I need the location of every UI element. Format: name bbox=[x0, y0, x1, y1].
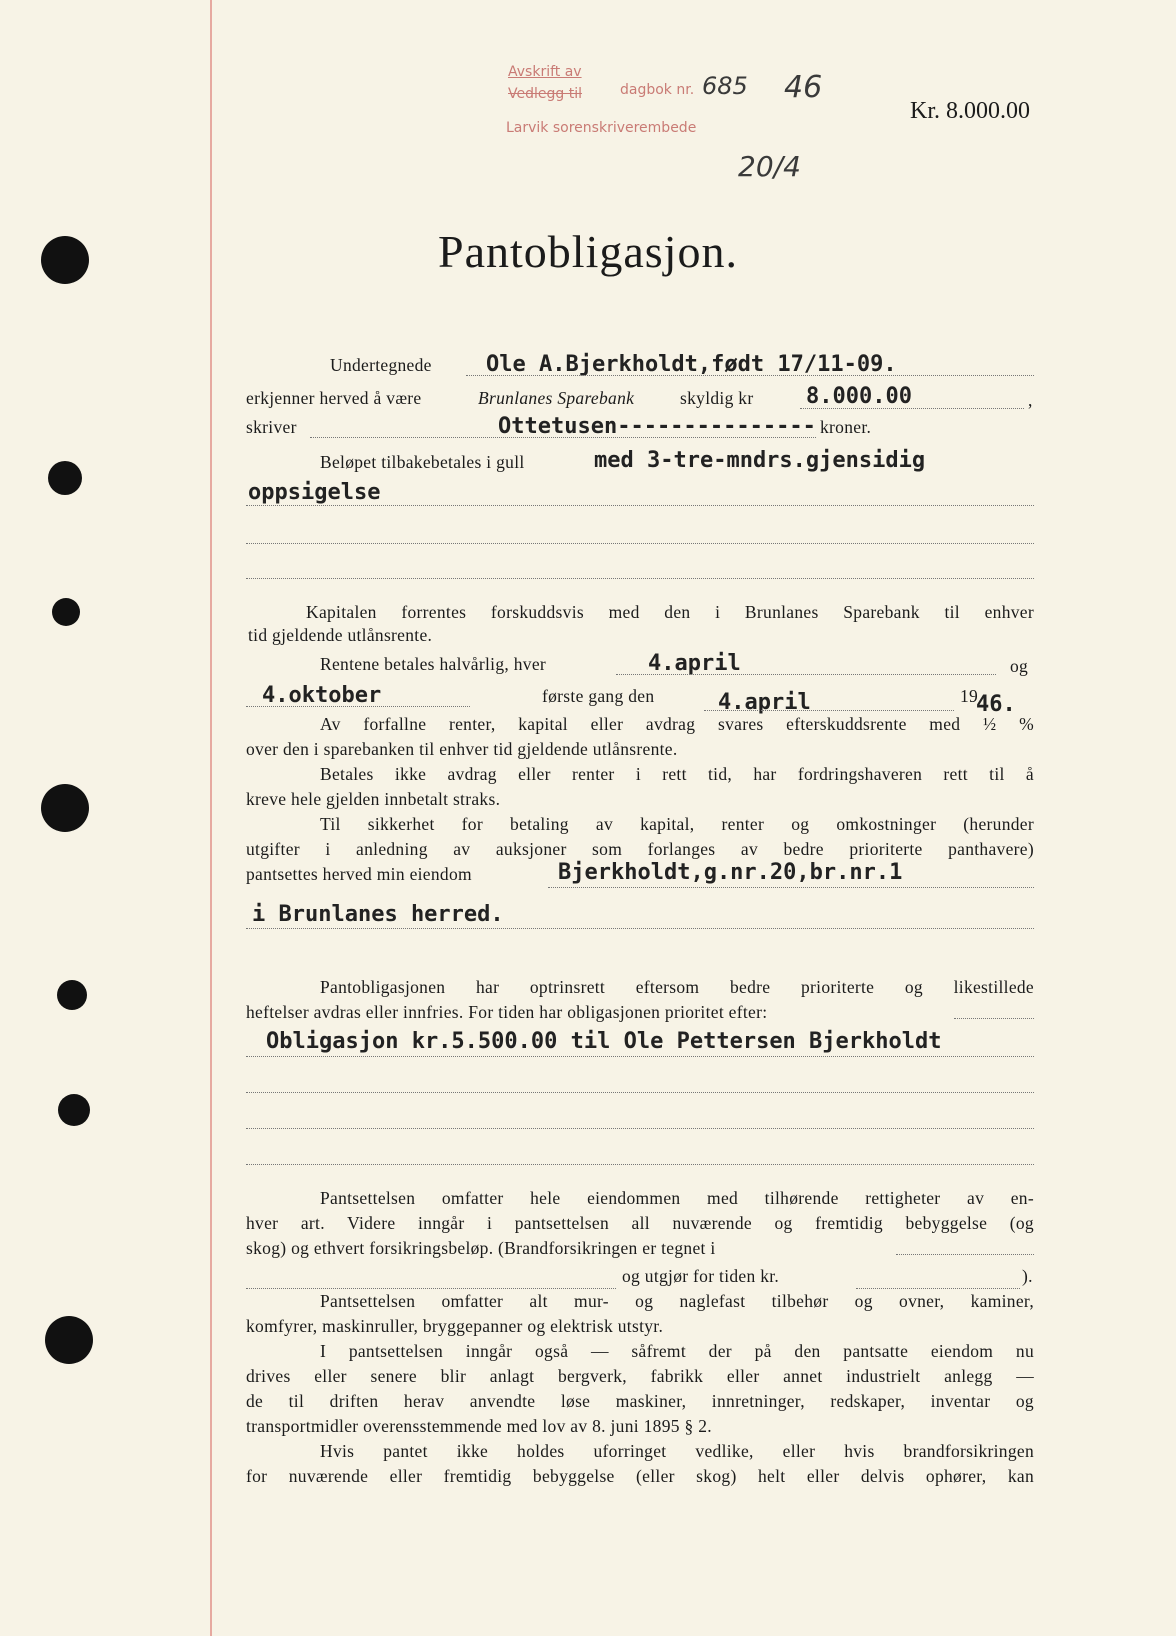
interest-paragraph: over den i sparebanken til enhver tid gjeldende utlånsrente. bbox=[246, 739, 678, 759]
debt-sum: 8.000.00 bbox=[806, 384, 912, 409]
dotted-line bbox=[246, 928, 1034, 929]
first-payment-label: første gang den bbox=[542, 686, 655, 706]
interest-paragraph: kreve hele gjelden innbetalt straks. bbox=[246, 789, 501, 809]
punch-hole bbox=[57, 980, 87, 1010]
punch-hole bbox=[58, 1094, 90, 1126]
stamp-line-2: Vedlegg til bbox=[508, 86, 582, 102]
debtor-name: Ole A.Bjerkholdt,født 17/11-09. bbox=[486, 352, 897, 377]
scope-line: komfyrer, maskinruller, bryggepanner og elektrisk utstyr. bbox=[246, 1316, 664, 1336]
dotted-line bbox=[800, 408, 1024, 409]
date-mark: 20/4 bbox=[738, 150, 801, 183]
year-mark: 46 bbox=[784, 70, 823, 105]
dotted-line bbox=[246, 1092, 1034, 1093]
rentene-label: Rentene betales halvårlig, hver bbox=[320, 654, 547, 674]
interest-date-2: 4.oktober bbox=[262, 683, 382, 708]
scope-line: for nuværende eller fremtidig bebyggelse (eller skog) helt eller delvis ophører, kan bbox=[246, 1466, 1034, 1486]
scope-line-end: ). bbox=[1022, 1266, 1033, 1286]
dotted-line bbox=[246, 1056, 1034, 1057]
dotted-line bbox=[246, 706, 470, 707]
repayment-terms: med 3-tre-mndrs.gjensidig bbox=[594, 448, 926, 473]
dotted-line bbox=[310, 437, 816, 438]
scope-line: og utgjør for tiden kr. bbox=[622, 1266, 780, 1286]
stamp-line-3: dagbok nr. bbox=[620, 82, 695, 98]
interest-paragraph: Betales ikke avdrag eller renter i rett tid, har fordringshaveren rett til å bbox=[320, 764, 1034, 784]
og-label: og bbox=[1010, 656, 1029, 676]
dotted-line bbox=[246, 1128, 1034, 1129]
scope-line: I pantsettelsen inngår også — såfremt der på den pantsatte eiendom nu bbox=[320, 1341, 1034, 1361]
dotted-line bbox=[616, 674, 996, 675]
dotted-line bbox=[704, 710, 954, 711]
header-amount: Kr. 8.000.00 bbox=[910, 98, 1030, 124]
dotted-line bbox=[466, 375, 1034, 376]
stamp-line-1: Avskrift av bbox=[508, 64, 582, 80]
priority-line-2: heftelser avdras eller innfries. For tiden har obligasjonen prioritet efter: bbox=[246, 1002, 768, 1022]
dagbok-number: 685 bbox=[702, 72, 748, 100]
stamp-line-4: Larvik sorenskriverembede bbox=[506, 120, 697, 136]
dotted-line bbox=[246, 578, 1034, 579]
scope-line: drives eller senere blir anlagt bergverk, fabrikk eller annet industrielt anlegg — bbox=[246, 1366, 1034, 1386]
scope-line: de til driften herav anvendte løse maskiner, innretninger, redskaper, inventar og bbox=[246, 1391, 1034, 1411]
year-suffix: 46. bbox=[976, 692, 1016, 717]
dotted-line bbox=[954, 1018, 1034, 1019]
dotted-line bbox=[246, 1164, 1034, 1165]
priority-line-1: Pantobligasjonen har optrinsrett eftersom bedre prioriterte og likestillede bbox=[320, 977, 1034, 997]
interest-paragraph: Til sikkerhet for betaling av kapital, renter og omkostninger (herunder bbox=[320, 814, 1034, 834]
scope-line: Hvis pantet ikke holdes uforringet vedlike, eller hvis brandforsikringen bbox=[320, 1441, 1034, 1461]
scope-line: hver art. Videre inngår i pantsettelsen all nuværende og fremtidig bebyggelse (og bbox=[246, 1213, 1034, 1233]
punch-hole bbox=[48, 461, 82, 495]
first-payment-date: 4.april bbox=[718, 690, 811, 715]
kroner-label: kroner. bbox=[820, 417, 872, 437]
interest-paragraph: Av forfallne renter, kapital eller avdrag svares efterskuddsrente med ½ % bbox=[320, 714, 1034, 734]
interest-paragraph: utgifter i anledning av auksjoner som forlanges av bedre prioriterte panthavere) bbox=[246, 839, 1034, 859]
interest-line-2: tid gjeldende utlånsrente. bbox=[248, 625, 433, 645]
dotted-line bbox=[548, 887, 1034, 888]
priority-entry: Obligasjon kr.5.500.00 til Ole Pettersen Bjerkholdt bbox=[266, 1029, 942, 1054]
year-prefix: 19 bbox=[960, 686, 979, 706]
punch-hole bbox=[41, 784, 89, 832]
punch-hole bbox=[52, 598, 80, 626]
erkjenner-label: erkjenner herved å være bbox=[246, 388, 422, 408]
sum-in-words: Ottetusen--------------- bbox=[498, 414, 816, 439]
skriver-label: skriver bbox=[246, 417, 297, 437]
scope-line: Pantsettelsen omfatter alt mur- og naglefast tilbehør og ovner, kaminer, bbox=[320, 1291, 1034, 1311]
dotted-line bbox=[246, 505, 1034, 506]
dotted-line bbox=[246, 1288, 616, 1289]
pledge-label: pantsettes herved min eiendom bbox=[246, 864, 472, 884]
scope-line: transportmidler overensstemmende med lov av 8. juni 1895 § 2. bbox=[246, 1416, 712, 1436]
scope-line: Pantsettelsen omfatter hele eiendommen med tilhørende rettigheter av en- bbox=[320, 1188, 1034, 1208]
skyldig-label: skyldig kr bbox=[680, 388, 754, 408]
undertegnede-label: Undertegnede bbox=[330, 355, 432, 375]
document-title: Pantobligasjon. bbox=[438, 226, 738, 277]
repayment-label: Beløpet tilbakebetales i gull bbox=[320, 452, 525, 472]
interest-date-1: 4.april bbox=[648, 651, 741, 676]
punch-hole bbox=[45, 1316, 93, 1364]
repayment-terms-2: oppsigelse bbox=[248, 480, 381, 505]
scope-line: skog) og ethvert forsikringsbeløp. (Brandforsikringen er tegnet i bbox=[246, 1238, 716, 1258]
comma: , bbox=[1028, 390, 1033, 410]
dotted-line bbox=[246, 543, 1034, 544]
dotted-line bbox=[896, 1254, 1034, 1255]
interest-line-1: Kapitalen forrentes forskuddsvis med den i Brunlanes Sparebank til enhver bbox=[306, 602, 1034, 622]
property-description-2: i Brunlanes herred. bbox=[252, 902, 504, 927]
dotted-line bbox=[856, 1288, 1020, 1289]
creditor-name: Brunlanes Sparebank bbox=[478, 388, 635, 408]
property-description: Bjerkholdt,g.nr.20,br.nr.1 bbox=[558, 860, 903, 885]
